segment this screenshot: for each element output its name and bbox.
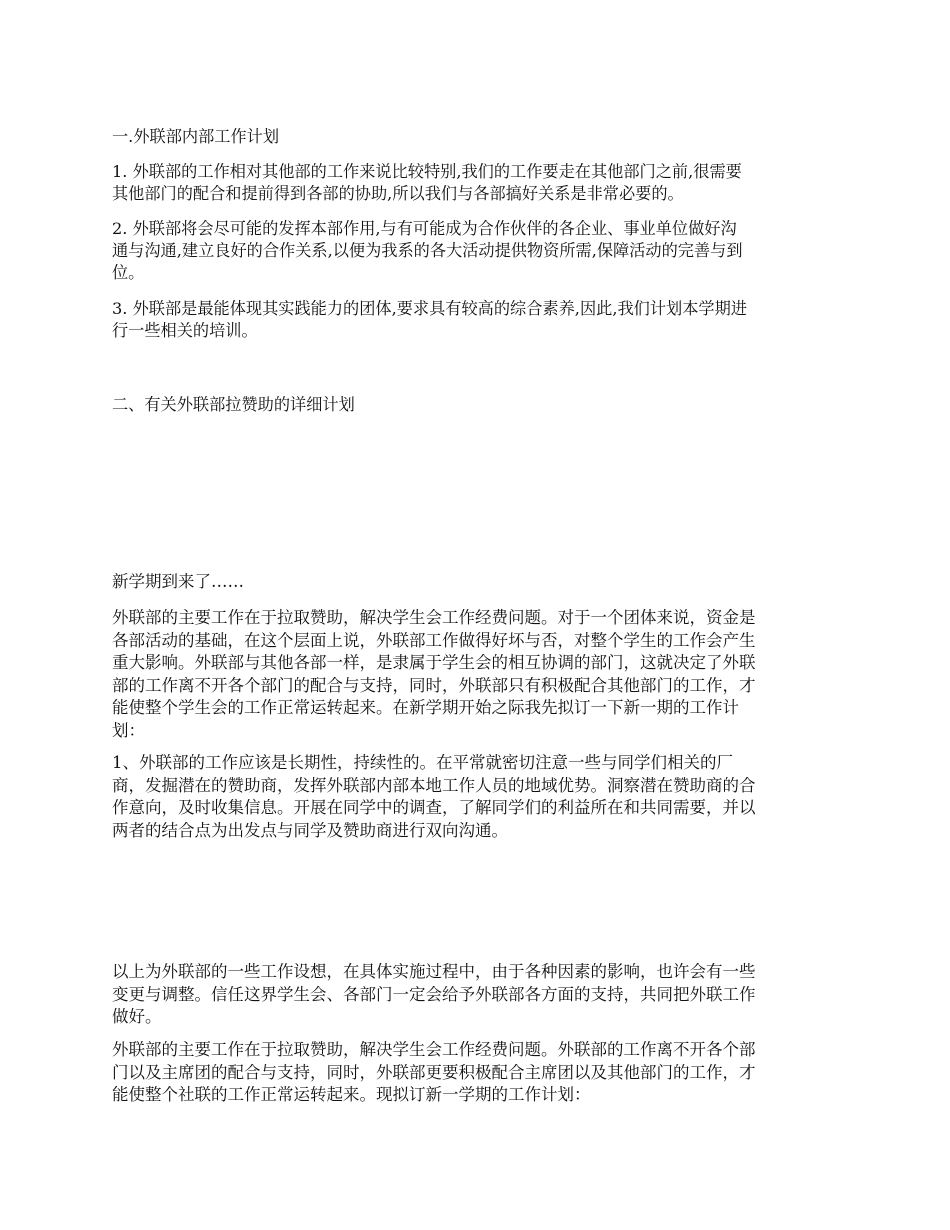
paragraph-main-work: 外联部的主要工作在于拉取赞助，解决学生会工作经费问题。对于一个团体来说，资金是 各部活动的基础，在这个层面上说，外联部工作做得好坏与否，对整个学生的工作会产生 重大影响。外联部与其他各部一样，是隶属于学生会的相互协调的部门，这就决定了外联 部的工作离不开各个部门的配合与支持，同时，外联部只有积极配合其他部门的工作，才 能使整个学生会的工作正常运转起来。在新学期开始之际我先拟订一下新一期的工作计 划：: [112, 608, 756, 740]
section1-item-1: 1. 外联部的工作相对其他部的工作来说比较特别,我们的工作要走在其他部门之前,很需要 其他部门的配合和提前得到各部的协助,所以我们与各部搞好关系是非常必要的。: [112, 162, 742, 203]
new-term-line: 新学期到来了……: [112, 572, 244, 591]
section1-heading: 一.外联部内部工作计划: [112, 127, 280, 146]
section1-item-2: 2. 外联部将会尽可能的发挥本部作用,与有可能成为合作伙伴的各企业、事业单位做好沟 通与沟通,建立良好的合作关系,以便为我系的各大活动提供物资所需,保障活动的完善与到 位。: [112, 219, 743, 282]
paragraph-main-work-2: 外联部的主要工作在于拉取赞助，解决学生会工作经费问题。外联部的工作离不开各个部 门以及主席团的配合与支持，同时，外联部更要积极配合主席团以及其他部门的工作，才 能使整个社联的工作正常运转起来。现拟订新一学期的工作计划：: [112, 1040, 756, 1104]
paragraph-item-1: 1、外联部的工作应该是长期性，持续性的。在平常就密切注意一些与同学们相关的厂 商，发掘潜在的赞助商，发挥外联部内部本地工作人员的地域优势。洞察潜在赞助商的合 作意向，及时收集信息。开展在同学中的调查，了解同学们的利益所在和共同需要，并以 两者的结合点为出发点与同学及赞助商进行双向沟通。: [112, 753, 756, 840]
paragraph-summary: 以上为外联部的一些工作设想，在具体实施过程中，由于各种因素的影响，也许会有一些 变更与调整。信任这界学生会、各部门一定会给予外联部各方面的支持，共同把外联工作 做好。: [112, 962, 756, 1026]
section1-item-3: 3. 外联部是最能体现其实践能力的团体,要求具有较高的综合素养,因此,我们计划本学期进 行一些相关的培训。: [112, 299, 747, 340]
section2-heading: 二、有关外联部拉赞助的详细计划: [112, 395, 355, 414]
